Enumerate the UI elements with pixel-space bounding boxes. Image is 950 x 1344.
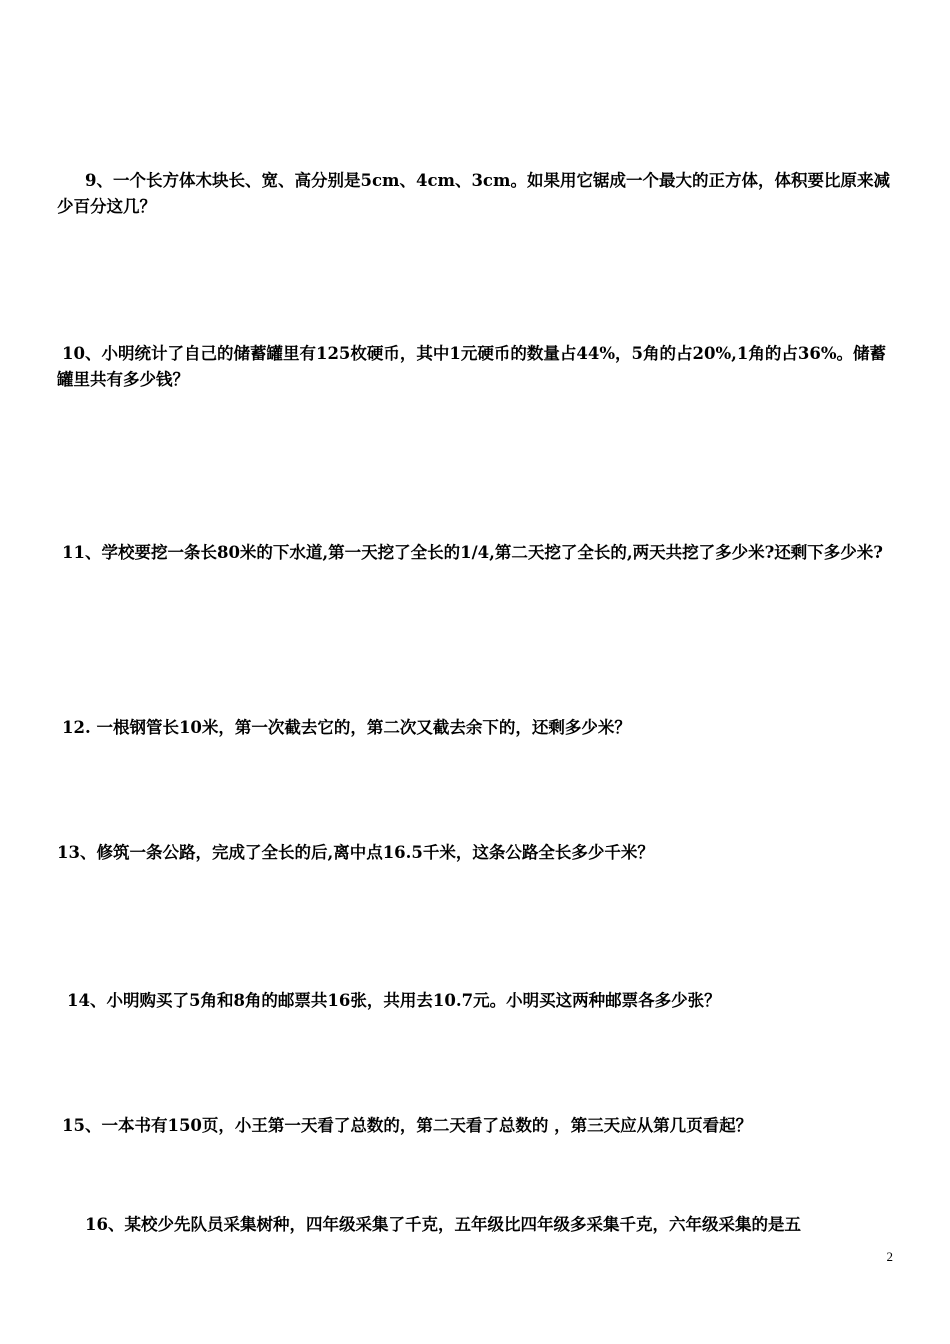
question-14: 14、小明购买了5角和8角的邮票共16张，共用去10.7元。小明买这两种邮票各多少张？ bbox=[67, 991, 721, 1010]
question-10: 10、小明统计了自己的储蓄罐里有125枚硬币，其中1元硬币的数量占44%，5角的占20%,1角的占36%。储蓄罐里共有多少钱？ bbox=[57, 344, 887, 389]
question-16: 16、某校少先队员采集树种，四年级采集了千克，五年级比四年级多采集千克，六年级采集的是五 bbox=[85, 1215, 801, 1234]
question-15: 15、一本书有150页，小王第一天看了总数的，第二天看了总数的 ，第三天应从第几页看起？ bbox=[62, 1116, 753, 1135]
question-13: 13、修筑一条公路，完成了全长的后,离中点16.5千米，这条公路全长多少千米？ bbox=[57, 843, 654, 862]
question-11: 11、学校要挖一条长80米的下水道,第一天挖了全长的1/4,第二天挖了全长的,两天共挖了多少米?还剩下多少米? bbox=[62, 543, 883, 562]
question-9: 9、一个长方体木块长、宽、高分别是5cm、4cm、3cm。如果用它锯成一个最大的正方体，体积要比原来减少百分这几？ bbox=[57, 171, 890, 216]
question-12: 12. 一根钢管长10米，第一次截去它的，第二次又截去余下的，还剩多少米？ bbox=[62, 718, 631, 737]
page-number: 2 bbox=[886, 1249, 893, 1264]
